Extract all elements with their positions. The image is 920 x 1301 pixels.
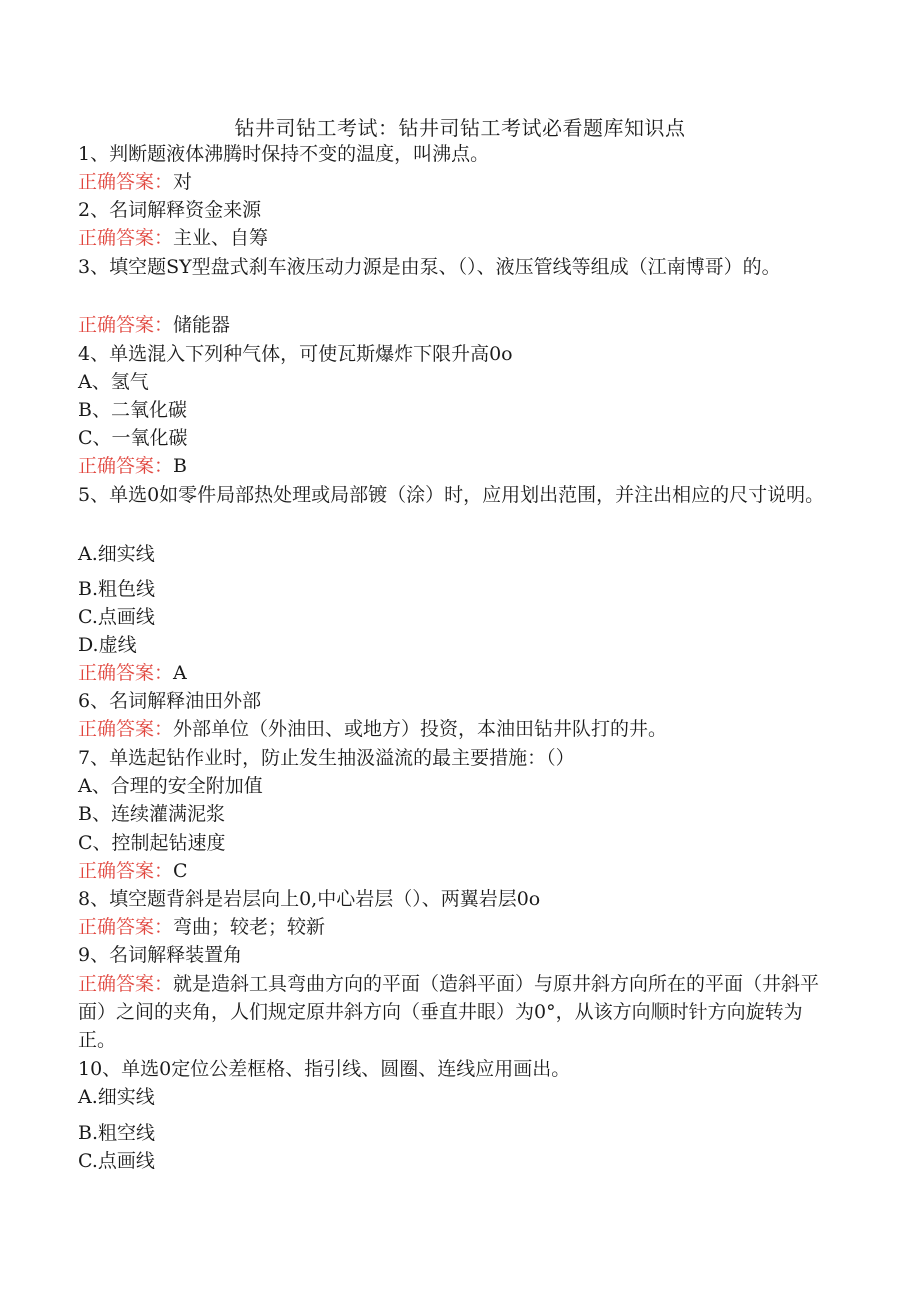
answer-text: 外部单位（外油田、或地方）投资，本油田钻井队打的井。 [173,718,668,740]
question-3: 3、填空题SY型盘式刹车液压动力源是由泵、（）、液压管线等组成（江南博哥）的。 [78,256,781,278]
answer-label: 正确答案： [78,860,174,882]
answer-1 [78,169,192,195]
question-2: 2、名词解释资金来源 [78,199,262,221]
option: A.细实线 [78,1086,155,1108]
question-5: 5、单选0如零件局部热处理或局部镀（涂）时，应用划出范围，并注出相应的尺寸说明。 [78,484,825,506]
question-7: 7、单选起钻作业时，防止发生抽汲溢流的最主要措施：（） [78,747,575,769]
answer-4 [78,453,187,479]
document-title: 钻井司钻工考试：钻井司钻工考试必看题库知识点 [234,116,686,140]
answer-7 [78,858,188,884]
answer-8 [78,914,325,940]
answer-9 [78,970,838,1054]
option: C.点画线 [78,1150,155,1172]
option: A.细实线 [78,543,155,565]
answer-label: 正确答案： [78,718,174,740]
answer-label: 正确答案： [78,916,174,938]
option: D.虚线 [78,634,137,656]
answer-text: 储能器 [173,314,231,336]
option: A、合理的安全附加值 [78,775,263,797]
answer-6 [78,716,667,742]
answer-label: 正确答案： [78,171,174,193]
question-1: 1、判断题液体沸腾时保持不变的温度，叫沸点。 [78,143,490,165]
option: C、一氧化碳 [78,427,188,449]
question-10: 10、单选0定位公差框格、指引线、圆圈、连线应用画出。 [78,1058,571,1080]
answer-text: C [173,860,188,882]
answer-2 [78,225,268,251]
answer-text: 对 [173,171,193,193]
answer-label: 正确答案： [78,227,174,249]
question-6: 6、名词解释油田外部 [78,690,262,712]
answer-label: 正确答案： [78,973,174,995]
answer-text: 主业、自筹 [173,227,269,249]
question-9: 9、名词解释装置角 [78,944,243,966]
option: B.粗色线 [78,578,156,600]
answer-label: 正确答案： [78,314,174,336]
question-8: 8、填空题背斜是岩层向上0,中心岩层（）、两翼岩层0o [78,888,541,910]
option: B、二氧化碳 [78,399,187,421]
answer-label: 正确答案： [78,662,174,684]
answer-3 [78,312,230,338]
option: A、氢气 [78,371,149,393]
answer-5 [78,660,187,686]
answer-text: 弯曲；较老；较新 [173,916,326,938]
option: B.粗空线 [78,1122,156,1144]
answer-label: 正确答案： [78,455,174,477]
answer-text: 就是造斜工具弯曲方向的平面（造斜平面）与原井斜方向所在的平面（井斜平面）之间的夹角，人们规定原井斜方向（垂直井眼）为0°，从该方向顺时针方向旋转为正。 [78,973,820,1051]
question-4: 4、单选混入下列种气体，可使瓦斯爆炸下限升高0o [78,343,513,365]
option: C、控制起钻速度 [78,832,226,854]
option: C.点画线 [78,606,155,628]
answer-text: A [173,662,187,684]
answer-text: B [173,455,187,477]
option: B、连续灌满泥浆 [78,803,225,825]
